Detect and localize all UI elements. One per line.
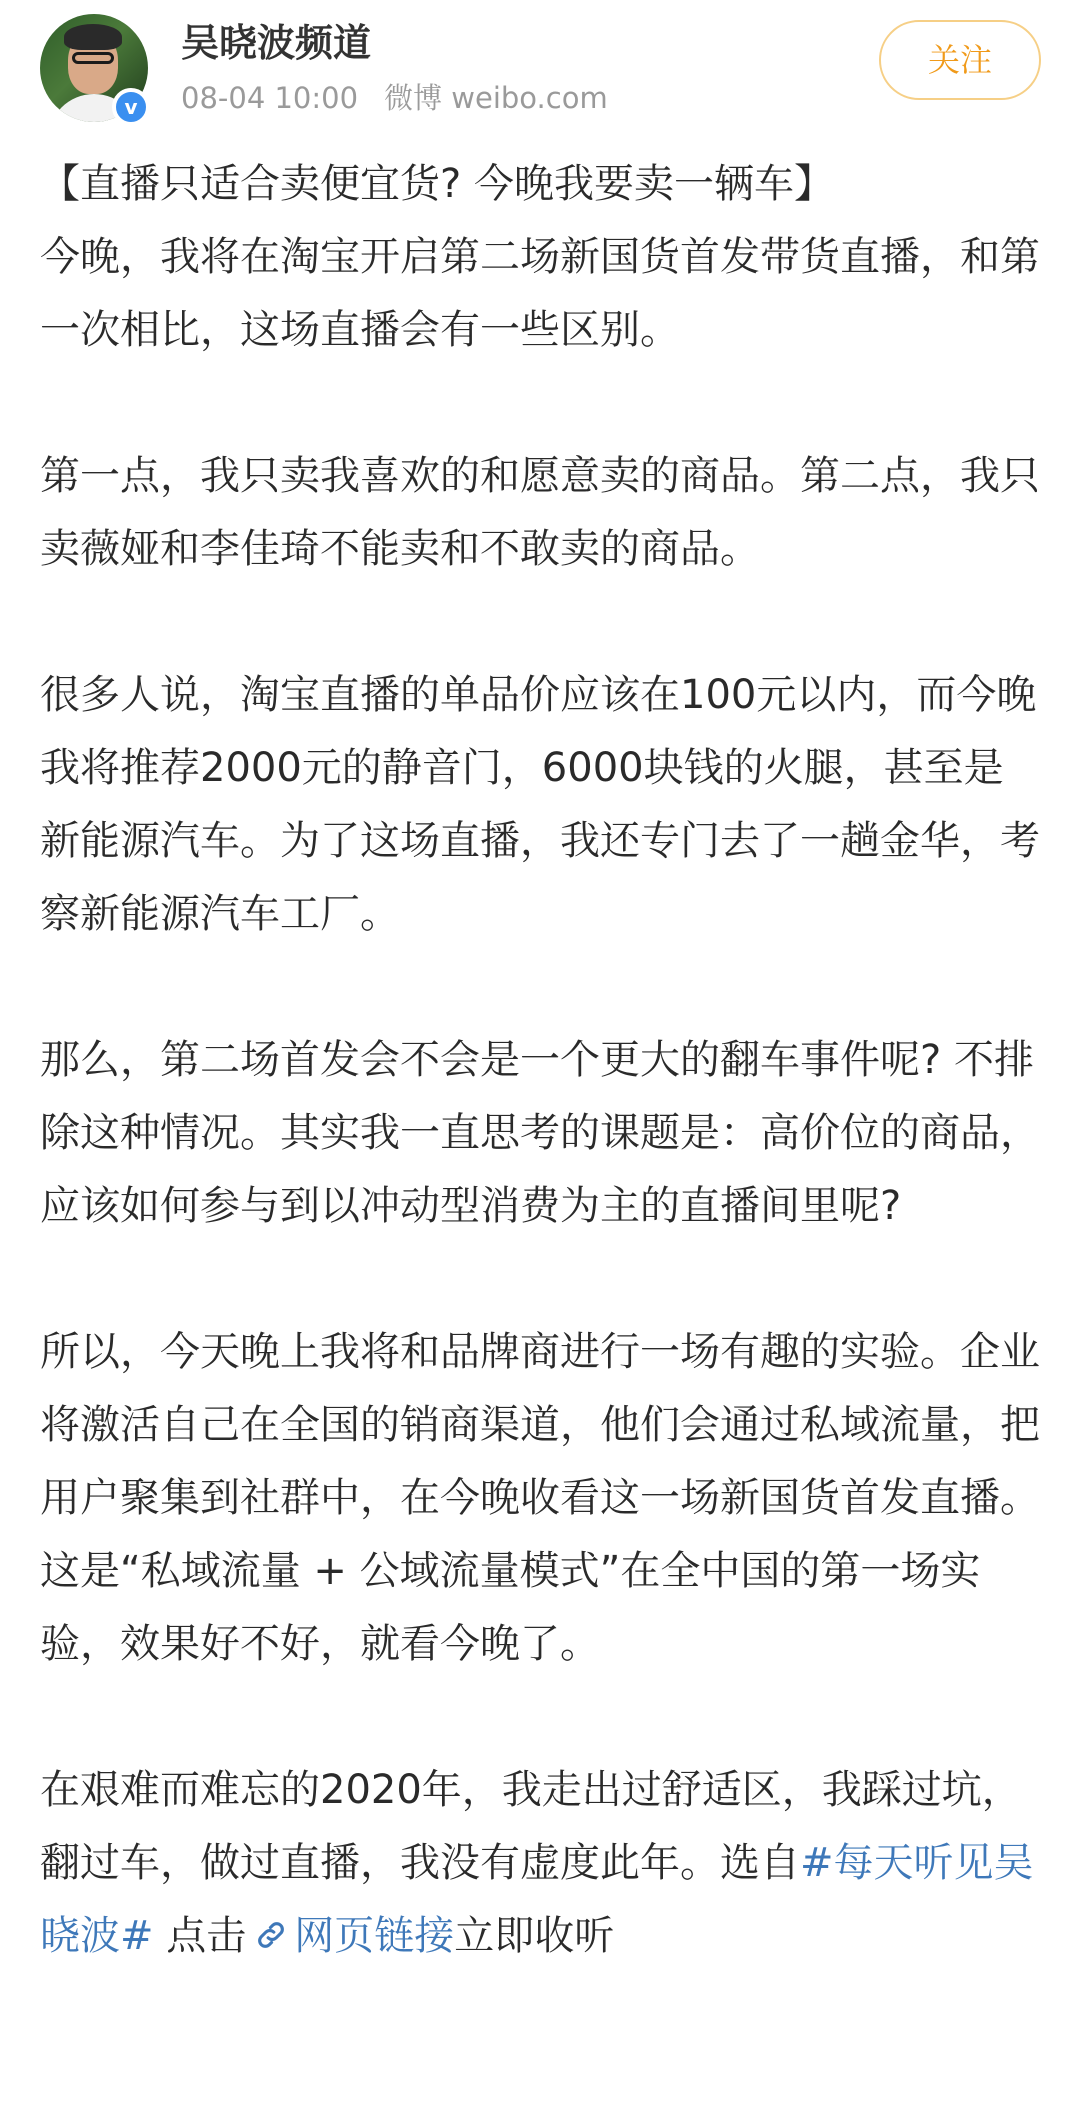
post-text-1: 今晚，我将在淘宝开启第二场新国货首发带货直播，和第一次相比，这场直播会有一些区别。 (40, 234, 1040, 353)
post-time: 08-04 10:00 (181, 81, 359, 115)
post-title-line: 【直播只适合卖便宜货? 今晚我要卖一辆车】 (40, 161, 834, 207)
post-paragraph-2: 第一点，我只卖我喜欢的和愿意卖的商品。第二点，我只卖薇娅和李佳琦不能卖和不敢卖的商品。 (40, 453, 1040, 572)
post-text-6: 在艰难而难忘的2020年，我走出过舒适区，我踩过坑，翻过车，做过直播，我没有虚度此年。选自 (40, 1767, 1022, 1886)
tail-text: 立即收听 (454, 1913, 615, 1959)
click-text: 点击 (153, 1913, 247, 1959)
post-paragraph-1 (40, 148, 1040, 367)
post-paragraph-3: 很多人说，淘宝直播的单品价应该在100元以内，而今晚我将推荐2000元的静音门，6000块钱的火腿，甚至是新能源汽车。为了这场直播，我还专门去了一趟金华，考察新能源汽车工厂。 (40, 672, 1040, 937)
post-paragraph-6 (40, 1754, 1040, 1973)
web-link[interactable] (246, 1913, 454, 1959)
hashtag-link[interactable]: #每天听见吴晓波# (40, 1840, 1034, 1959)
follow-button[interactable]: 关注 (879, 20, 1041, 100)
avatar-glasses (72, 52, 114, 64)
post-body (40, 148, 1040, 1973)
verified-icon: v (112, 88, 150, 126)
web-link-label[interactable]: 网页链接 (294, 1913, 455, 1959)
post-paragraph-5: 所以，今天晚上我将和品牌商进行一场有趣的实验。企业将激活自己在全国的销商渠道，他们会通过私域流量，把用户聚集到社群中，在今晚收看这一场新国货首发直播。这是“私域流量 + 公域流量模式”在全中国的第一场实验，效果好不好，就看今晚了。 (40, 1329, 1040, 1667)
post-paragraph-4: 那么，第二场首发会不会是一个更大的翻车事件呢? 不排除这种情况。其实我一直思考的课题是：高价位的商品，应该如何参与到以冲动型消费为主的直播间里呢? (40, 1037, 1040, 1229)
link-icon (254, 1918, 288, 1952)
post-header (0, 0, 1080, 140)
author-name[interactable]: 吴晓波频道 (181, 21, 372, 65)
post-source: 微博 weibo.com (384, 81, 608, 115)
post-meta (181, 78, 608, 118)
avatar-hair (64, 24, 122, 50)
